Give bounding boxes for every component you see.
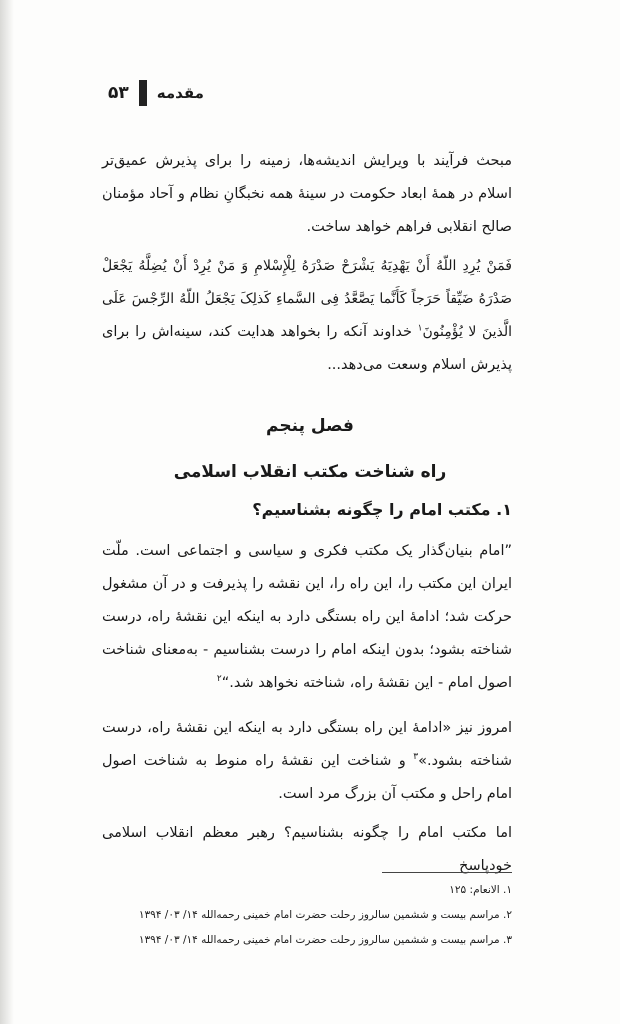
footnote-ref-2: ۲ bbox=[216, 674, 222, 685]
today-paragraph-quote: امروز نیز «ادامهٔ این راه بستگی دارد به اینکه این نقشهٔ راه، درست شناخته بشود.» bbox=[102, 720, 512, 769]
page-number: ۵۳ bbox=[108, 83, 129, 103]
footnote-3: ۳. مراسم بیست و ششمین سالروز رحلت حضرت امام خمینی رحمه‌الله ۱۴/ ۰۳/ ۱۳۹۴ bbox=[138, 934, 512, 946]
page-edge-shadow bbox=[0, 0, 14, 1024]
chapter-title: فصل پنجم bbox=[266, 416, 354, 436]
subsection-title: ۱. مکتب امام را چگونه بشناسیم؟ bbox=[252, 500, 512, 519]
running-section-name: مقدمه bbox=[156, 84, 204, 102]
footnote-ref-1: ۱ bbox=[417, 323, 423, 334]
footnote-1: ۱. الانعام: ۱۲۵ bbox=[449, 884, 512, 896]
footnote-2: ۲. مراسم بیست و ششمین سالروز رحلت حضرت امام خمینی رحمه‌الله ۱۴/ ۰۳/ ۱۳۹۴ bbox=[138, 909, 512, 921]
today-paragraph-rest: و شناخت این نقشهٔ راه منوط به شناخت اصول امام راحل و مکتب آن بزرگ مرد است. bbox=[102, 753, 512, 802]
section-title: راه شناخت مکتب انقلاب اسلامی bbox=[173, 462, 447, 482]
today-paragraph bbox=[102, 712, 512, 811]
imam-quote-paragraph bbox=[102, 535, 512, 700]
intro-paragraph: مبحث فرآیند با ویرایش اندیشه‌ها، زمینه را برای پذیرش عمیق‌تر اسلام در همهٔ ابعاد حکومت در سینهٔ همه نخبگانِ نظام و آحاد مؤمنان صالح انقلابی فراهم خواهد ساخت. bbox=[102, 153, 512, 235]
running-header bbox=[108, 78, 204, 108]
quran-verse-text: فَمَنْ یُرِدِ اللّهُ أَنْ یَهْدِیَهُ یَشْرَحْ صَدْرَهُ لِلْإِسْلامِ وَ مَنْ یُرِدْ أَنْ یُضِلَّهُ یَجْعَلْ صَدْرَهُ ضَیِّقاً حَرَجاً کَأَنَّما یَصَّعَّدُ فِی السَّماءِ کَذلِکَ یَجْعَلُ اللّهُ الرِّجْسَ عَلَی الَّذینَ لا یُؤْمِنُونَ bbox=[102, 258, 513, 340]
question-paragraph: اما مکتب امام را چگونه بشناسیم؟ رهبر معظم انقلاب اسلامی خودپاسخ bbox=[102, 825, 512, 874]
footnote-ref-3: ۳ bbox=[413, 752, 419, 763]
footnotes bbox=[102, 878, 512, 953]
header-bar bbox=[139, 80, 147, 106]
quran-verse-paragraph bbox=[102, 250, 512, 382]
imam-quote-text: ”امام بنیان‌گذار یک مکتب فکری و سیاسی و اجتماعی است. ملّت ایران این مکتب را، این راه را، این نقشه را پذیرفت و در آن مشغول حرکت شد؛ ادامهٔ این راه بستگی دارد به اینکه این نقشهٔ راه، درست شناخته بشود؛ بدون اینکه امام را درست بشناسیم - به‌معنای شناخت اصول امام - این نقشهٔ راه، شناخته نخواهد شد.“ bbox=[102, 543, 512, 691]
footnote-divider bbox=[382, 872, 512, 873]
verse-translation: خداوند آنکه را بخواهد هدایت کند، سینه‌اش را برای پذیرش اسلام وسعت می‌دهد... bbox=[102, 324, 512, 373]
